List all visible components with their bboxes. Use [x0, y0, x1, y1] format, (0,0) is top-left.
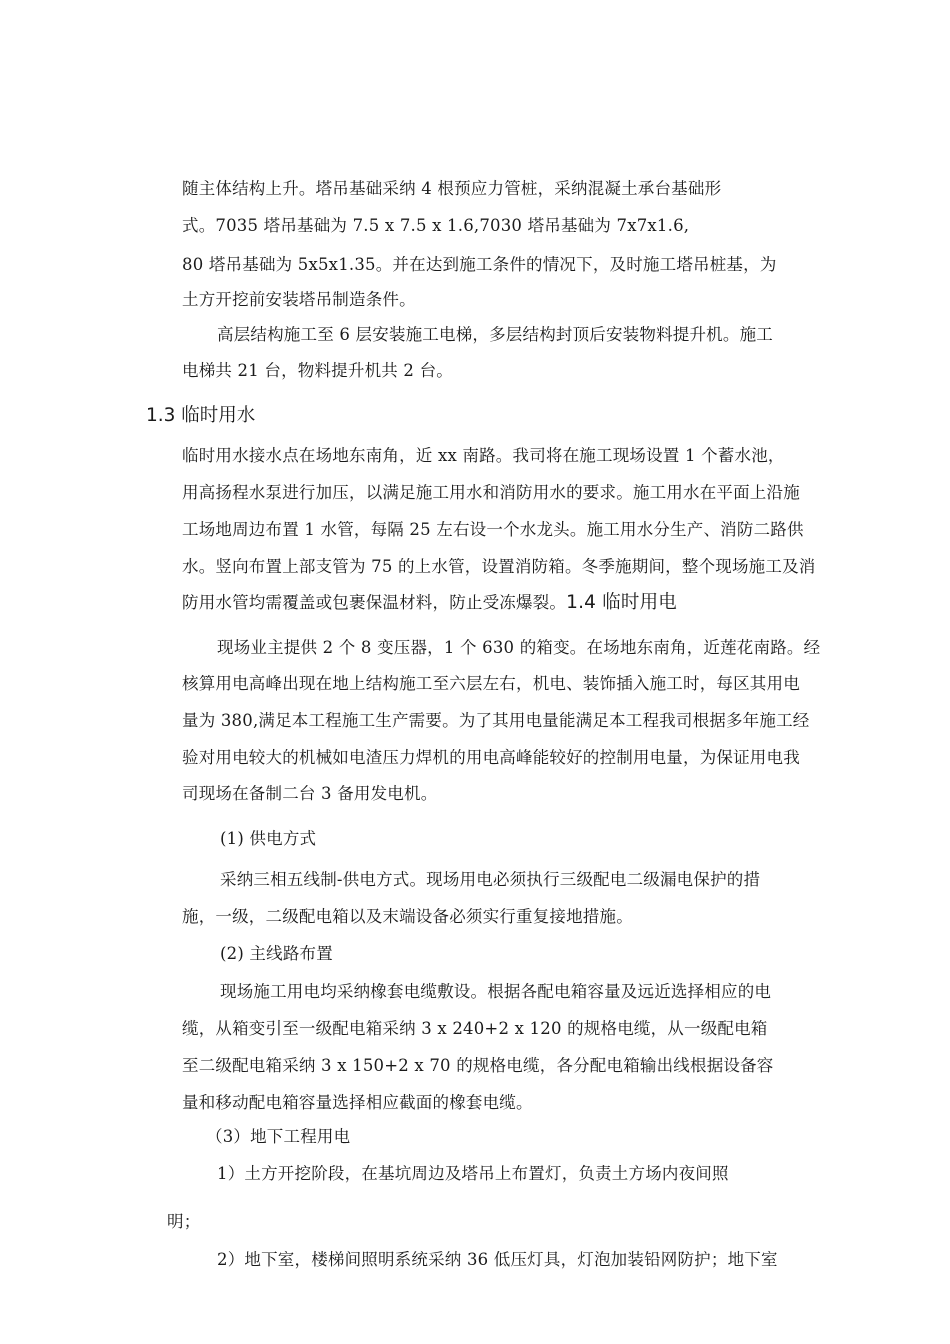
p4-line-3: 量为 380,满足本工程施工生产需要。为了其用电量能满足本工程我司根据多年施工经 [182, 711, 810, 730]
p3-line-1: 临时用水接水点在场地东南角，近 xx 南路。我司将在施工现场设置 1 个蓄水池， [182, 446, 785, 465]
p3-line-2: 用高扬程水泵进行加压，以满足施工用水和消防用水的要求。施工用水在平面上沿施 [182, 483, 800, 502]
sub2-line-4: 量和移动配电箱容量选择相应截面的橡套电缆。 [182, 1093, 533, 1112]
heading-1-4: 1.4 临时用电 [566, 592, 678, 613]
sub1-line-1: 采纳三相五线制-供电方式。现场用电必须执行三级配电二级漏电保护的措 [220, 870, 761, 889]
p1-line-3: 80 塔吊基础为 5x5x1.35。并在达到施工条件的情况下，及时施工塔吊桩基，为 [182, 255, 777, 274]
p1-line-4: 土方开挖前安装塔吊制造条件。 [182, 290, 416, 309]
sub2-title: (2) 主线路布置 [220, 944, 333, 963]
heading-1-3: 1.3 临时用水 [146, 405, 256, 426]
sub3-item-1-cont: 明； [167, 1212, 201, 1231]
sub3-title: （3）地下工程用电 [206, 1127, 351, 1146]
sub1-title: (1) 供电方式 [220, 829, 317, 848]
p3-line-4: 水。竖向布置上部支管为 75 的上水管，设置消防箱。冬季施期间，整个现场施工及消 [182, 557, 816, 576]
p2-line-2: 电梯共 21 台，物料提升机共 2 台。 [182, 361, 453, 380]
sub2-line-2: 缆，从箱变引至一级配电箱采纳 3 x 240+2 x 120 的规格电缆，从一级配电箱 [182, 1019, 768, 1038]
p4-line-5: 司现场在备制二台 3 备用发电机。 [182, 784, 438, 803]
p4-line-2: 核算用电高峰出现在地上结构施工至六层左右，机电、装饰插入施工时，每区其用电 [182, 674, 800, 693]
p4-line-4: 验对用电较大的机械如电渣压力焊机的用电高峰能较好的控制用电量，为保证用电我 [182, 748, 800, 767]
sub3-item-1: 1）土方开挖阶段，在基坑周边及塔吊上布置灯，负责土方场内夜间照 [217, 1164, 729, 1183]
p2-line-1: 高层结构施工至 6 层安装施工电梯，多层结构封顶后安装物料提升机。施工 [217, 325, 773, 344]
sub3-item-2: 2）地下室，楼梯间照明系统采纳 36 低压灯具，灯泡加装铅网防护；地下室 [217, 1250, 778, 1269]
sub2-line-1: 现场施工用电均采纳橡套电缆敷设。根据各配电箱容量及远近选择相应的电 [220, 982, 772, 1001]
p4-line-1: 现场业主提供 2 个 8 变压器，1 个 630 的箱变。在场地东南角，近莲花南路。经 [217, 638, 821, 657]
sub1-line-2: 施，一级，二级配电箱以及末端设备必须实行重复接地措施。 [182, 907, 633, 926]
p3-line-5 [182, 592, 677, 614]
p3-last-text: 防用水管均需覆盖或包裹保温材料，防止受冻爆裂。 [182, 593, 567, 612]
sub2-line-3: 至二级配电箱采纳 3 x 150+2 x 70 的规格电缆，各分配电箱输出线根据设备容 [182, 1056, 774, 1075]
p1-line-1: 随主体结构上升。塔吊基础采纳 4 根预应力管桩，采纳混凝土承台基础形 [182, 179, 722, 198]
p3-line-3: 工场地周边布置 1 水管，每隔 25 左右设一个水龙头。施工用水分生产、消防二路供 [182, 520, 804, 539]
p1-line-2: 式。7035 塔吊基础为 7.5 x 7.5 x 1.6,7030 塔吊基础为 7x7x1.6, [182, 216, 690, 235]
